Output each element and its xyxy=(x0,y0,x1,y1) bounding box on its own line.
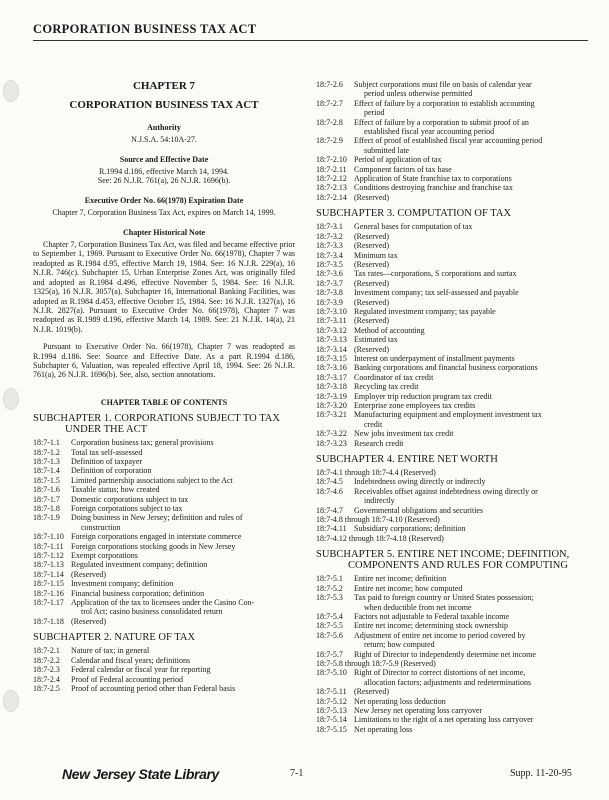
toc-entry-title: Tax paid to foreign country or United States possession; when deductible from net income xyxy=(354,593,588,612)
toc-entry-number: 18:7-3.23 xyxy=(316,438,347,448)
toc-entry-title: Foreign corporations subject to tax xyxy=(71,504,183,513)
toc-entry-number: 18:7-2.8 xyxy=(316,117,343,127)
supplement-date: Supp. 11-20-95 xyxy=(510,768,572,779)
toc-entry-title: (Reserved) xyxy=(354,344,390,354)
toc-entry xyxy=(33,457,295,466)
toc-entry xyxy=(316,697,588,706)
toc-entry-number: 18:7-1.5 xyxy=(33,475,60,485)
toc-entry-number: 18:7-4.12 through 18:7-4.18 (Reserved) xyxy=(316,533,444,543)
toc-entry-title: Tax rates—corporations, S corporations and surtax xyxy=(354,269,517,279)
toc-entry-title: Limited partnership associations subject to the Act xyxy=(71,475,233,485)
toc-entry-title: Limitations to the right of a net operating loss carryover xyxy=(354,715,534,725)
toc-entry-title: New Jersey net operating loss carryover xyxy=(354,705,483,715)
toc-entry-number: 18:7-2.5 xyxy=(33,683,60,693)
authority-heading: Authority xyxy=(147,122,181,132)
toc-entry-number: 18:7-1.11 xyxy=(33,541,64,551)
toc-entry-number: 18:7-1.1 xyxy=(33,438,60,448)
toc-entry-title: Foreign corporations engaged in interstate commerce xyxy=(71,532,242,542)
toc-entry-title: Financial business corporation; definition xyxy=(71,588,205,598)
toc-entry xyxy=(33,438,295,447)
toc-entry-number: 18:7-5.8 through 18:7-5.9 (Reserved) xyxy=(316,658,436,668)
toc-entry-number: 18:7-2.9 xyxy=(316,136,343,146)
toc-entry-number: 18:7-3.10 xyxy=(316,306,347,316)
toc-entry xyxy=(33,532,295,541)
subchapter-2-heading: SUBCHAPTER 2. NATURE OF TAX xyxy=(33,632,196,644)
library-logo: New Jersey State Library xyxy=(62,766,219,782)
toc-entry xyxy=(316,524,588,533)
toc-entry xyxy=(316,515,588,524)
toc-entry-title: (Reserved) xyxy=(354,259,390,269)
toc-entry-number: 18:7-3.5 xyxy=(316,259,343,269)
toc-entry xyxy=(316,165,588,174)
toc-entry-number: 18:7-5.7 xyxy=(316,649,343,659)
source-line-1: R.1994 d.186, effective March 14, 1994. xyxy=(98,167,230,177)
toc-entry-title: (Reserved) xyxy=(71,616,107,626)
toc-entry-number: 18:7-3.16 xyxy=(316,363,347,373)
toc-entry xyxy=(316,232,588,241)
toc-entry-number: 18:7-1.8 xyxy=(33,504,60,513)
toc-entry-number: 18:7-2.14 xyxy=(316,192,347,202)
table-of-contents-heading: CHAPTER TABLE OF CONTENTS xyxy=(100,397,228,407)
toc-entry xyxy=(33,617,295,626)
toc-entry-number: 18:7-2.13 xyxy=(316,183,347,193)
toc-entry-number: 18:7-3.15 xyxy=(316,353,347,363)
toc-entry xyxy=(33,551,295,560)
toc-entry xyxy=(33,684,295,693)
chapter-title: CORPORATION BUSINESS TAX ACT xyxy=(69,99,259,112)
toc-entry-number: 18:7-1.17 xyxy=(33,598,64,608)
toc-entry-number: 18:7-1.12 xyxy=(33,551,64,561)
exec-order-text: Chapter 7, Corporation Business Tax Act, expires on March 14, 1999. xyxy=(52,208,276,218)
toc-entry-title: Exempt corporations xyxy=(71,551,138,561)
toc-entry-title: New jobs investment tax credit xyxy=(354,429,454,439)
toc-entry-title: Enterprise zone employees tax credits xyxy=(354,401,476,410)
historical-note-paragraph-1: Chapter 7, Corporation Business Tax Act, was filed and became effective prior to September 1, 1969. Pursuant to Executive Order No. 66(1978), Chapter 7 was readopted as R.1984 d.95, effective March 19, 1984. See: 16 N.J.R. 229(a), 16 N.J.R. 746(c). Subchapter 15, Urban Enterprise Zones Act, was originally filed and adopted as R.1984 d.496, effective November 5, 1984. See: 16 N.J.R. 1325(a), 16 N.J.R. 3057(a). Subchapter 16, International Banking Facilities, was adopted as R.1984 d.453, effective October 15, 1984. See: 16 N.J.R. 1327(a), 16 N.J.R. 2827(a). Pursuant to Executive Order No. 66(1978), Chapter 7 was readopted as R.1989 d.196, effective March 14, 1989. See: 21 N.J.R. 14(a), 21 N.J.R. 1019(b). xyxy=(33,240,295,334)
toc-entry-number: 18:7-3.21 xyxy=(316,410,347,420)
toc-entry-title: Receivables offset against indebtedness owing directly or indirectly xyxy=(354,487,588,506)
binder-hole-middle xyxy=(3,388,19,410)
toc-entry-title: Definition of taxpayer xyxy=(71,456,143,466)
toc-entry xyxy=(33,646,295,655)
toc-entry xyxy=(316,668,588,687)
toc-entry xyxy=(33,589,295,598)
toc-entry xyxy=(316,706,588,715)
toc-entry xyxy=(316,363,588,372)
toc-entry-title: Method of accounting xyxy=(354,325,425,335)
toc-entry-number: 18:7-5.15 xyxy=(316,724,347,734)
toc-entry xyxy=(316,279,588,288)
toc-entry-number: 18:7-5.11 xyxy=(316,687,347,697)
toc-entry-number: 18:7-5.13 xyxy=(316,705,347,715)
toc-entry-title: Governmental obligations and securities xyxy=(354,505,484,515)
toc-entry-number: 18:7-3.12 xyxy=(316,325,347,335)
toc-entry xyxy=(33,542,295,551)
toc-entry xyxy=(316,241,588,250)
toc-entry-title-continued: period unless otherwise permitted xyxy=(364,89,473,99)
toc-entry xyxy=(33,466,295,475)
toc-entry xyxy=(316,269,588,278)
toc-entry-number: 18:7-2.6 xyxy=(316,80,343,89)
toc-entry-title: Adjustment of entire net income to period covered by return; how computed xyxy=(354,631,588,650)
toc-entry-number: 18:7-3.17 xyxy=(316,372,347,382)
subchapter-1-heading: SUBCHAPTER 1. CORPORATIONS SUBJECT TO TAX UNDER THE ACT xyxy=(33,413,280,436)
toc-entry-number: 18:7-5.1 xyxy=(316,574,343,584)
toc-entry-title: Factors not adjustable to Federal taxable income xyxy=(354,611,510,621)
toc-entry-title: Regulated investment company; definition xyxy=(71,560,208,570)
toc-entry-title: Effect of failure by a corporation to establish accounting period xyxy=(354,99,588,118)
toc-entry xyxy=(33,570,295,579)
toc-entry xyxy=(316,136,588,155)
subchapter-3-list xyxy=(316,222,588,448)
toc-entry xyxy=(316,593,588,612)
toc-entry xyxy=(33,448,295,457)
historical-note-paragraph-2: Pursuant to Executive Order No. 66(1978), Chapter 7 was readopted as R.1994 d.186. See: Source and Effective Date. As a part R.1994 d.186, Subchapter 6, Valuation, was repealed effective April 18, 1994. See: 26 N.J.R. 761(a), 26 N.J.R. 1696(b). See, also, section annotations. xyxy=(33,342,295,380)
toc-entry xyxy=(33,579,295,588)
toc-entry-number: 18:7-5.14 xyxy=(316,715,347,725)
toc-entry-number: 18:7-2.11 xyxy=(316,164,347,174)
toc-entry-number: 18:7-3.13 xyxy=(316,335,347,345)
toc-entry xyxy=(33,495,295,504)
toc-entry-number: 18:7-1.9 xyxy=(33,513,60,523)
toc-entry xyxy=(316,260,588,269)
toc-entry-title-continued: credit xyxy=(364,419,383,429)
toc-entry-number: 18:7-3.2 xyxy=(316,231,343,241)
toc-entry-title: Regulated investment company; tax payable xyxy=(354,306,496,316)
toc-entry-number: 18:7-3.20 xyxy=(316,401,347,410)
historical-note-heading: Chapter Historical Note xyxy=(122,227,206,237)
subchapter-5-list xyxy=(316,574,588,734)
toc-entry-number: 18:7-1.2 xyxy=(33,447,60,457)
toc-entry xyxy=(316,174,588,183)
toc-entry-title: Corporation business tax; general provisions xyxy=(71,438,214,448)
subchapter-4-list xyxy=(316,468,588,543)
toc-entry-title: Entire net income; definition xyxy=(354,574,447,584)
toc-entry-number: 18:7-1.15 xyxy=(33,579,64,589)
toc-entry-title: Right of Director to independently determine net income xyxy=(354,649,536,659)
toc-entry-number: 18:7-5.12 xyxy=(316,696,347,706)
toc-entry-title-continued: period xyxy=(364,108,385,118)
toc-entry-number: 18:7-2.3 xyxy=(33,665,60,675)
toc-entry-title: Effect of failure by a corporation to submit proof of an established fiscal year accounting period xyxy=(354,118,588,137)
toc-entry xyxy=(316,715,588,724)
toc-entry-number: 18:7-4.8 through 18:7-4.10 (Reserved) xyxy=(316,515,440,525)
toc-entry xyxy=(316,345,588,354)
toc-entry-number: 18:7-5.10 xyxy=(316,668,347,678)
running-header-title: CORPORATION BUSINESS TAX ACT xyxy=(33,22,257,36)
toc-entry-title-continued: construction xyxy=(81,522,121,532)
toc-entry xyxy=(316,439,588,448)
toc-entry-number: 18:7-1.10 xyxy=(33,532,64,542)
toc-entry-title-continued: trol Act; casino business consolidated return xyxy=(81,607,223,617)
toc-entry-title: Application of the tax to licensees under the Casino Con- trol Act; casino business consolidated return xyxy=(71,598,295,617)
binder-hole-bottom xyxy=(3,690,19,712)
toc-entry xyxy=(33,656,295,665)
toc-entry xyxy=(316,155,588,164)
toc-entry xyxy=(316,307,588,316)
toc-entry-number: 18:7-3.1 xyxy=(316,222,343,232)
toc-entry-number: 18:7-4.5 xyxy=(316,477,343,487)
right-column xyxy=(316,80,588,734)
toc-entry xyxy=(316,118,588,137)
toc-entry xyxy=(316,584,588,593)
toc-entry-title: Coordinator of tax credit xyxy=(354,372,434,382)
toc-entry-number: 18:7-4.1 through 18:7-4.4 (Reserved) xyxy=(316,468,436,478)
toc-entry-title: Federal calendar or fiscal year for reporting xyxy=(71,665,211,675)
toc-entry-title: Proof of Federal accounting period xyxy=(71,674,183,684)
running-header xyxy=(33,20,588,41)
toc-entry xyxy=(316,612,588,621)
toc-entry xyxy=(316,506,588,515)
toc-entry-title: Subsidiary corporations; definition xyxy=(354,524,466,534)
toc-entry-title: Employer trip reduction program tax credit xyxy=(354,391,492,401)
toc-entry-title: Period of application of tax xyxy=(354,155,442,165)
toc-entry-number: 18:7-1.7 xyxy=(33,494,60,504)
toc-entry-title: Effect of proof of established fiscal year accounting period submitted late xyxy=(354,136,588,155)
toc-entry-number: 18:7-3.4 xyxy=(316,250,343,260)
toc-entry xyxy=(316,631,588,650)
toc-entry-number: 18:7-3.9 xyxy=(316,297,343,307)
toc-entry-title: Conditions destroying franchise and franchise tax xyxy=(354,183,513,193)
toc-entry-title: Definition of corporation xyxy=(71,466,152,476)
toc-entry-number: 18:7-5.2 xyxy=(316,583,343,593)
page-footer xyxy=(0,760,609,784)
toc-entry-number: 18:7-5.6 xyxy=(316,630,343,640)
toc-entry-number: 18:7-3.3 xyxy=(316,241,343,251)
toc-entry xyxy=(316,288,588,297)
toc-entry xyxy=(316,659,588,668)
toc-entry-number: 18:7-3.7 xyxy=(316,278,343,288)
toc-entry xyxy=(316,410,588,429)
toc-entry-title: Taxable status; how created xyxy=(71,485,160,495)
toc-entry-title: General bases for computation of tax xyxy=(354,222,473,232)
toc-entry xyxy=(33,504,295,513)
toc-entry-title: Minimum tax xyxy=(354,250,398,260)
toc-entry-title-continued: indirectly xyxy=(364,496,395,506)
toc-entry-title: (Reserved) xyxy=(354,241,390,251)
toc-entry-number: 18:7-3.19 xyxy=(316,391,347,401)
source-line-2: See: 26 N.J.R. 761(a), 26 N.J.R. 1696(b). xyxy=(97,176,231,186)
toc-entry xyxy=(316,401,588,410)
toc-entry-title: Foreign corporations stocking goods in New Jersey xyxy=(71,541,236,551)
subchapter-2-list-continued xyxy=(316,80,588,202)
toc-entry-title: Calendar and fiscal years; definitions xyxy=(71,655,191,665)
toc-entry xyxy=(316,99,588,118)
toc-entry xyxy=(316,574,588,583)
toc-entry xyxy=(316,392,588,401)
toc-entry xyxy=(316,354,588,363)
toc-entry xyxy=(316,621,588,630)
toc-entry-title: (Reserved) xyxy=(354,316,390,326)
toc-entry-title: Research credit xyxy=(354,438,404,448)
toc-entry xyxy=(33,598,295,617)
toc-entry xyxy=(33,476,295,485)
toc-entry-title: Entire net income; determining stock ownership xyxy=(354,621,508,631)
toc-entry-number: 18:7-3.22 xyxy=(316,429,347,439)
toc-entry xyxy=(316,335,588,344)
left-column xyxy=(33,76,295,693)
toc-entry-title: (Reserved) xyxy=(71,569,107,579)
toc-entry xyxy=(316,373,588,382)
toc-entry xyxy=(316,326,588,335)
toc-entry xyxy=(316,80,588,99)
toc-entry-number: 18:7-4.6 xyxy=(316,486,343,496)
toc-entry xyxy=(316,222,588,231)
toc-entry-number: 18:7-4.11 xyxy=(316,524,347,534)
source-heading: Source and Effective Date xyxy=(119,154,209,164)
toc-entry-number: 18:7-2.10 xyxy=(316,155,347,165)
toc-entry xyxy=(316,534,588,543)
toc-entry-title: Total tax self-assessed xyxy=(71,447,143,457)
toc-entry-title: (Reserved) xyxy=(354,192,390,202)
toc-entry xyxy=(316,316,588,325)
toc-entry xyxy=(33,665,295,674)
toc-entry-title: Component factors of tax base xyxy=(354,164,452,174)
toc-entry-number: 18:7-2.1 xyxy=(33,646,60,656)
toc-entry xyxy=(33,675,295,684)
toc-entry-title: (Reserved) xyxy=(354,687,390,697)
toc-entry-number: 18:7-1.14 xyxy=(33,569,64,579)
toc-entry-title-continued: allocation factors; adjustments and redeterminations xyxy=(364,677,532,687)
toc-entry xyxy=(316,687,588,696)
page-number: 7-1 xyxy=(290,768,304,779)
authority-text: N.J.S.A. 54:10A-27. xyxy=(131,135,197,145)
toc-entry-title: Investment company; definition xyxy=(71,579,174,589)
toc-entry-title: Right of Director to correct distortions of net income, allocation factors; adjustments and redeterminations xyxy=(354,668,588,687)
subchapter-2-list xyxy=(33,646,295,693)
toc-entry-number: 18:7-3.18 xyxy=(316,382,347,392)
toc-entry-title: (Reserved) xyxy=(354,297,390,307)
chapter-number: CHAPTER 7 xyxy=(132,80,196,92)
toc-entry-number: 18:7-5.3 xyxy=(316,593,343,603)
subchapter-5-heading: SUBCHAPTER 5. ENTIRE NET INCOME; DEFINITION, COMPONENTS AND RULES FOR COMPUTING xyxy=(316,549,570,572)
toc-entry-number: 18:7-3.8 xyxy=(316,288,343,298)
toc-entry-title: Proof of accounting period other than Federal basis xyxy=(71,683,236,693)
toc-entry-title: Estimated tax xyxy=(354,335,398,345)
toc-entry xyxy=(316,193,588,202)
toc-entry-number: 18:7-5.4 xyxy=(316,611,343,621)
toc-entry xyxy=(316,382,588,391)
toc-entry xyxy=(316,487,588,506)
subchapter-1-list xyxy=(33,438,295,626)
toc-entry xyxy=(33,485,295,494)
toc-entry-title: Net operating loss deduction xyxy=(354,696,446,706)
toc-entry-title: (Reserved) xyxy=(354,278,390,288)
toc-entry-number: 18:7-1.3 xyxy=(33,456,60,466)
toc-entry xyxy=(316,183,588,192)
toc-entry-title: Net operating loss xyxy=(354,724,413,734)
toc-entry xyxy=(316,477,588,486)
toc-entry-number: 18:7-3.6 xyxy=(316,269,343,279)
toc-entry-number: 18:7-3.11 xyxy=(316,316,347,326)
toc-entry-number: 18:7-3.14 xyxy=(316,344,347,354)
toc-entry-title-continued: return; how computed xyxy=(364,640,435,650)
toc-entry-number: 18:7-1.18 xyxy=(33,616,64,626)
toc-entry xyxy=(316,725,588,734)
toc-entry xyxy=(316,429,588,438)
toc-entry-number: 18:7-1.13 xyxy=(33,560,64,570)
toc-entry-title: Subject corporations must file on basis of calendar year period unless otherwise permitted xyxy=(354,80,588,99)
exec-order-heading: Executive Order No. 66(1978) Expiration Date xyxy=(84,195,244,205)
toc-entry-title: Indebtedness owing directly or indirectly xyxy=(354,477,486,487)
toc-entry-title-continued: when deductible from net income xyxy=(364,602,472,612)
toc-entry-title-continued: submitted late xyxy=(364,145,410,155)
toc-entry-title: Manufacturing equipment and employment investment tax credit xyxy=(354,410,588,429)
toc-entry-title: Doing business in New Jersey; definition and rules of construction xyxy=(71,513,295,532)
toc-entry xyxy=(316,468,588,477)
toc-entry xyxy=(33,513,295,532)
toc-entry-number: 18:7-2.7 xyxy=(316,98,343,108)
toc-entry-title: Investment company; tax self-assessed and payable xyxy=(354,288,519,298)
toc-entry-title: Interest on underpayment of installment payments xyxy=(354,353,515,363)
toc-entry-number: 18:7-2.4 xyxy=(33,674,60,684)
subchapter-4-heading: SUBCHAPTER 4. ENTIRE NET WORTH xyxy=(316,454,498,466)
toc-entry-number: 18:7-5.5 xyxy=(316,621,343,631)
toc-entry-title: Nature of tax; in general xyxy=(71,646,150,656)
toc-entry-title: Recycling tax credit xyxy=(354,382,419,392)
toc-entry-number: 18:7-1.6 xyxy=(33,485,60,495)
toc-entry xyxy=(33,560,295,569)
subchapter-3-heading: SUBCHAPTER 3. COMPUTATION OF TAX xyxy=(316,208,512,220)
toc-entry-number: 18:7-1.16 xyxy=(33,588,64,598)
toc-entry-title: Banking corporations and financial business corporations xyxy=(354,363,538,373)
binder-hole-top xyxy=(3,80,19,102)
toc-entry-title: Domestic corporations subject to tax xyxy=(71,494,189,504)
toc-entry xyxy=(316,251,588,260)
toc-entry xyxy=(316,298,588,307)
toc-entry-title-continued: established fiscal year accounting period xyxy=(364,127,495,137)
toc-entry-title: Entire net income; how computed xyxy=(354,583,463,593)
toc-entry-title: Application of State franchise tax to corporations xyxy=(354,174,512,184)
toc-entry-number: 18:7-2.2 xyxy=(33,655,60,665)
toc-entry-number: 18:7-1.4 xyxy=(33,466,60,476)
toc-entry xyxy=(316,650,588,659)
toc-entry-number: 18:7-4.7 xyxy=(316,505,343,515)
toc-entry-number: 18:7-2.12 xyxy=(316,174,347,184)
toc-entry-title: (Reserved) xyxy=(354,231,390,241)
